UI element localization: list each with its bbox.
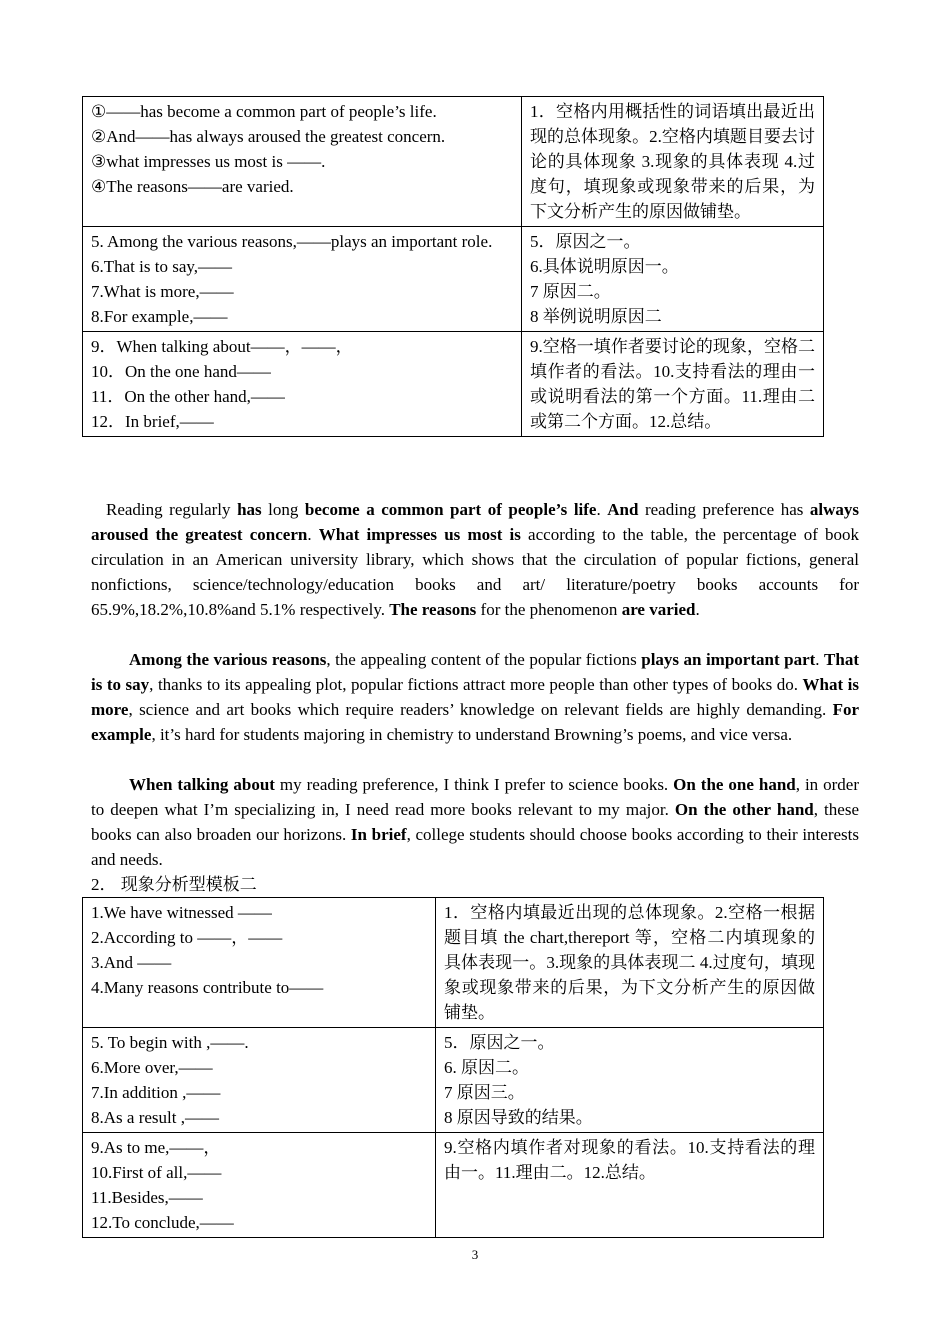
key-phrase: On the one hand — [673, 775, 796, 794]
text-run: , it’s hard for students majoring in chemistry to understand Browning’s poems, and vice versa. — [151, 725, 793, 744]
key-phrase: become a common part of people’s life — [304, 500, 597, 519]
template-table-1 — [82, 96, 824, 437]
text-run: reading preference has — [638, 500, 810, 519]
sample-essay-paragraph-2 — [91, 647, 859, 747]
template-line: 5. Among the various reasons,——plays an important role. — [91, 232, 493, 251]
table-cell-english — [83, 97, 522, 227]
template-line: ④The reasons——are varied. — [91, 177, 294, 196]
table-row — [83, 1133, 824, 1238]
text-run: . — [695, 600, 700, 619]
sample-essay-paragraph-3 — [91, 772, 859, 872]
explanation-line: 6.具体说明原因一。 — [530, 257, 679, 276]
key-phrase: always aroused the greatest concern — [91, 500, 860, 544]
text-run: , the appealing content of the popular fictions — [326, 650, 642, 669]
template-line: 11.Besides,—— — [91, 1188, 203, 1207]
table-row — [83, 898, 824, 1028]
template-line: 1.We have witnessed —— — [91, 903, 272, 922]
text-run: . — [596, 500, 608, 519]
table-cell-explanation — [522, 227, 824, 332]
explanation-line: 6. 原因二。 — [444, 1058, 529, 1077]
explanation-line: 8 原因导致的结果。 — [444, 1108, 593, 1127]
sample-essay-paragraph-1 — [91, 497, 859, 622]
template-line: ②And——has always aroused the greatest concern. — [91, 127, 446, 146]
table-cell-english — [83, 898, 436, 1028]
section-heading: 2． 现象分析型模板二 — [91, 875, 257, 894]
text-run: . — [307, 525, 319, 544]
text-run: , these books can also broaden our horizons. — [91, 800, 859, 844]
key-phrase: What impresses us most is — [318, 525, 521, 544]
template-line: 2.According to ——，—— — [91, 928, 283, 947]
template-line: 12.To conclude,—— — [91, 1213, 234, 1232]
key-phrase: plays an important part — [641, 650, 816, 669]
table-cell-explanation: 9.空格一填作者要讨论的现象，空格二填作者的看法。10.支持看法的理由一或说明看法的第一个方面。11.理由二或第二个方面。12.总结。 — [522, 332, 824, 437]
table-cell-explanation: 1．空格内用概括性的词语填出最近出现的总体现象。2.空格内填题目要去讨论的具体现象 3.现象的具体表现 4.过度句，填现象或现象带来的后果，为下文分析产生的原因做铺垫。 — [522, 97, 824, 227]
text-run: , thanks to its appealing plot, popular fictions attract more people than other types of books do. — [149, 675, 803, 694]
explanation-line: 5．原因之一。 — [530, 232, 641, 251]
table-cell-explanation: 1．空格内填最近出现的总体现象。2.空格一根据题目填 the chart,thereport 等，空格二内填现象的具体表现一。3.现象的具体表现二 4.过度句，填现象或现象带来的后果，为下文分析产生的原因做铺垫。 — [436, 898, 824, 1028]
key-phrase: And — [607, 500, 639, 519]
explanation-line: 5．原因之一。 — [444, 1033, 555, 1052]
table-cell-english — [83, 332, 522, 437]
table-cell-explanation — [436, 1028, 824, 1133]
page-number: 3 — [471, 1247, 479, 1262]
template-line: 8.For example,—— — [91, 307, 228, 326]
text-run: , science and art books which require readers’ knowledge on relevant fields are highly demanding. — [128, 700, 833, 719]
text-run: according to the table, the percentage of book circulation in an American university library, which shows that the circulation of popular fictions, general nonfictions, science/technology/education books and art/ literature/poetry books accounts for 65.9%,18.2%,10.8%and 5.1% respectively. — [91, 525, 860, 619]
explanation-line: 8 举例说明原因二 — [530, 307, 662, 326]
template-line: 9．When talking about——，——， — [91, 337, 353, 356]
template-line: 8.As a result ,—— — [91, 1108, 219, 1127]
key-phrase: When talking about — [129, 775, 275, 794]
key-phrase: In brief — [350, 825, 407, 844]
table-cell-english — [83, 1028, 436, 1133]
text-run: for the phenomenon — [476, 600, 622, 619]
key-phrase: What is more — [91, 675, 859, 719]
text-run: , in order to deepen what I’m specializing in, I need read more books relevant to my major. — [91, 775, 859, 819]
explanation-line: 7 原因二。 — [530, 282, 611, 301]
template-table-2 — [82, 897, 824, 1238]
template-line: 10.First of all,—— — [91, 1163, 222, 1182]
key-phrase: For example — [91, 700, 859, 744]
template-line: 10．On the one hand—— — [91, 362, 271, 381]
template-line: 11．On the other hand,—— — [91, 387, 285, 406]
table-row — [83, 1028, 824, 1133]
table-row — [83, 97, 824, 227]
template-line: 6.More over,—— — [91, 1058, 213, 1077]
table-cell-english — [83, 227, 522, 332]
template-line: 7.What is more,—— — [91, 282, 234, 301]
table-row — [83, 332, 824, 437]
text-run: Reading regularly — [106, 500, 238, 519]
table-cell-explanation: 9.空格内填作者对现象的看法。10.支持看法的理由一。11.理由二。12.总结。 — [436, 1133, 824, 1238]
key-phrase: has — [237, 500, 262, 519]
text-run: . — [815, 650, 825, 669]
template-line: 5. To begin with ,——. — [91, 1033, 249, 1052]
explanation-line: 7 原因三。 — [444, 1083, 525, 1102]
template-line: 12．In brief,—— — [91, 412, 214, 431]
text-run: , college students should choose books according to their interests and needs. — [91, 825, 859, 869]
key-phrase: Among the various reasons — [129, 650, 327, 669]
template-line: 3.And —— — [91, 953, 172, 972]
table-row — [83, 227, 824, 332]
template-line: ①——has become a common part of people’s life. — [91, 102, 437, 121]
template-line: 4.Many reasons contribute to—— — [91, 978, 324, 997]
key-phrase: On the other hand — [674, 800, 814, 819]
table-cell-english — [83, 1133, 436, 1238]
template-line: ③what impresses us most is ——. — [91, 152, 326, 171]
text-run: long — [261, 500, 305, 519]
template-line: 9.As to me,——， — [91, 1138, 221, 1157]
key-phrase: are varied — [621, 600, 696, 619]
text-run: my reading preference, I think I prefer to science books. — [274, 775, 674, 794]
template-line: 6.That is to say,—— — [91, 257, 233, 276]
template-line: 7.In addition ,—— — [91, 1083, 221, 1102]
key-phrase: That is to say — [91, 650, 859, 694]
key-phrase: The reasons — [389, 600, 477, 619]
